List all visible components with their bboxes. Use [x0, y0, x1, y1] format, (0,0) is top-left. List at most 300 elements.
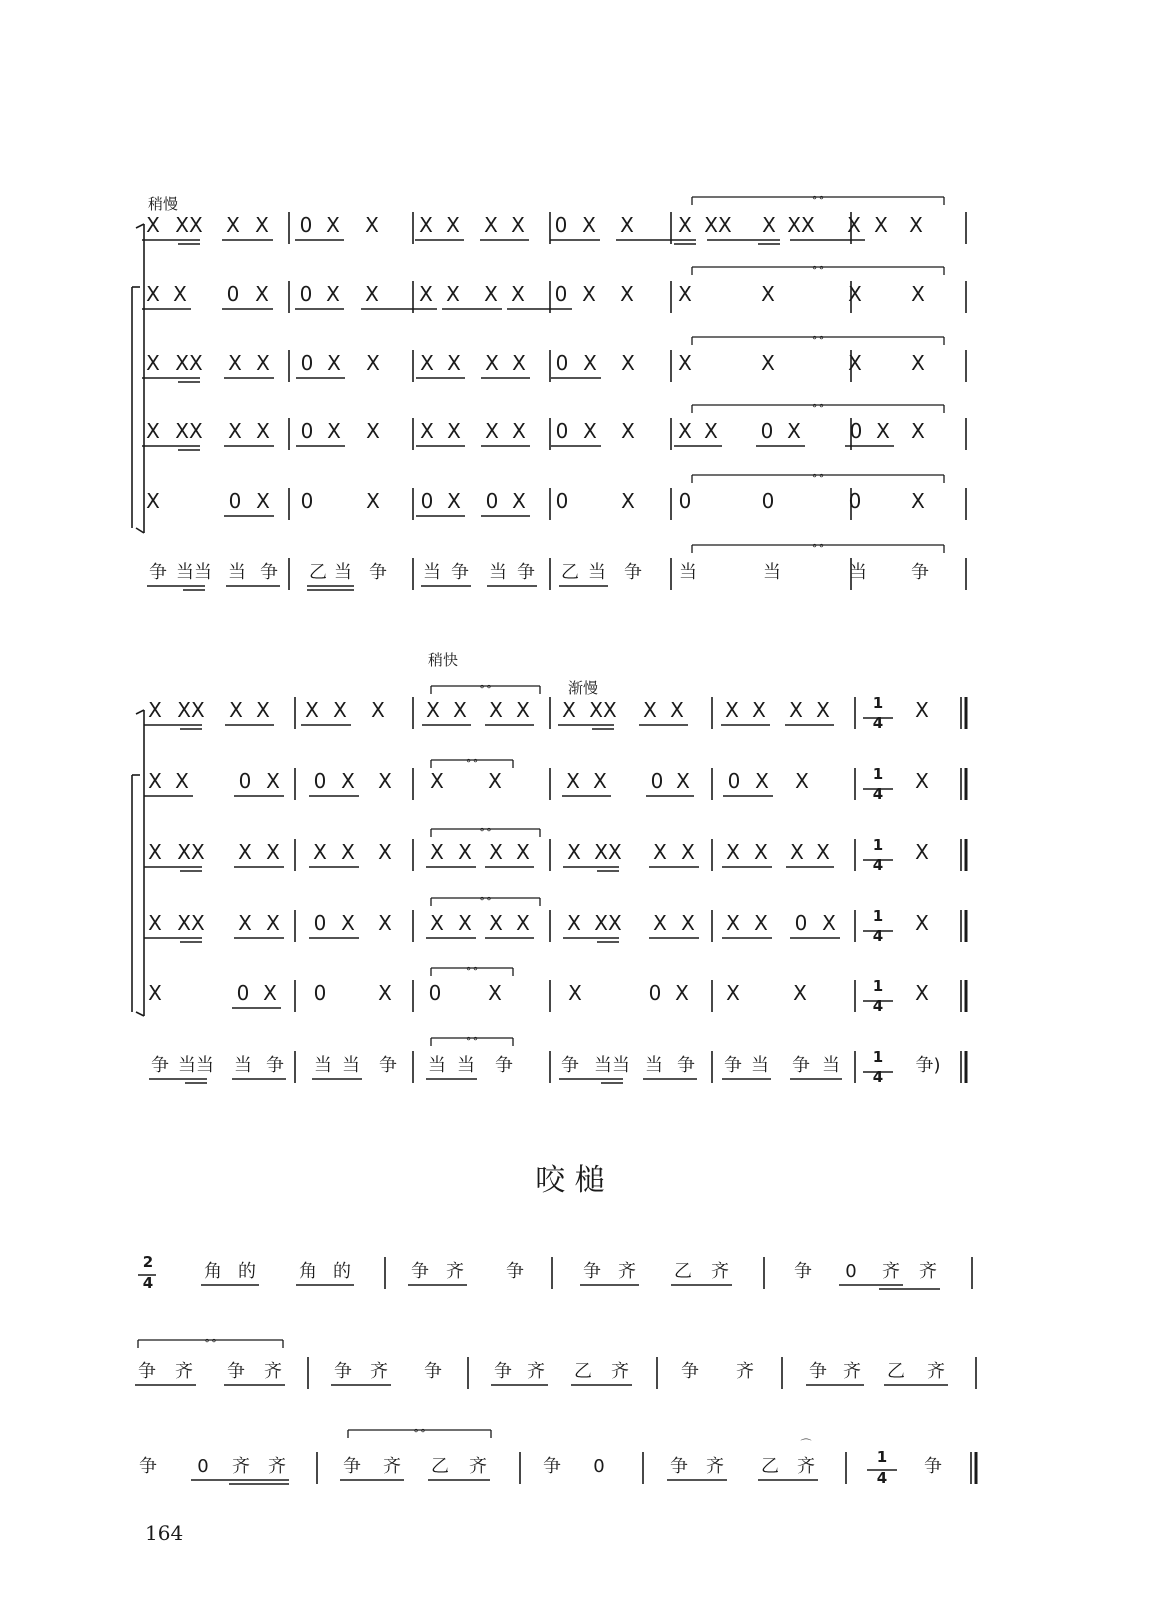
rhythm-note: X: [752, 698, 766, 722]
rhythm-note: XX: [594, 911, 622, 935]
rhythm-note: XX: [175, 213, 203, 237]
tremolo-mark: ∘∘: [811, 469, 825, 482]
rhythm-note: X: [790, 840, 804, 864]
rhythm-note: X: [762, 213, 776, 237]
percussion-syllable: 当当: [176, 562, 212, 583]
rhythm-note: X: [816, 698, 830, 722]
rhythm-note: X: [485, 419, 499, 443]
rhythm-note: X: [313, 840, 327, 864]
percussion-syllable: 当: [423, 562, 441, 583]
rhythm-note: X: [446, 213, 460, 237]
rhythm-note: X: [488, 769, 502, 793]
rhythm-note: 0: [299, 282, 313, 306]
percussion-syllable: 争: [624, 562, 642, 583]
percussion-syllable: 争: [411, 1261, 429, 1282]
rhythm-note: X: [305, 698, 319, 722]
rhythm-note: X: [256, 698, 270, 722]
tremolo-mark: ∘∘: [811, 399, 825, 412]
rhythm-note: X: [911, 351, 925, 375]
rhythm-note: X: [341, 769, 355, 793]
percussion-syllable: 0: [845, 1261, 857, 1282]
rhythm-note: X: [489, 840, 503, 864]
percussion-syllable: 争: [681, 1361, 699, 1382]
rhythm-note: 0: [238, 769, 252, 793]
fermata-mark: ⌒: [800, 1438, 812, 1451]
percussion-syllable: 当: [428, 1055, 446, 1076]
rhythm-note: X: [915, 840, 929, 864]
percussion-syllable: 乙: [561, 562, 579, 583]
rhythm-note: X: [511, 282, 525, 306]
rhythm-note: X: [148, 981, 162, 1005]
percussion-syllable: 当当: [178, 1055, 214, 1076]
percussion-syllable: 争: [494, 1361, 512, 1382]
rhythm-note: XX: [787, 213, 815, 237]
rhythm-note: X: [430, 911, 444, 935]
rhythm-note: X: [681, 840, 695, 864]
percussion-syllable: 齐: [370, 1361, 388, 1382]
rhythm-note: X: [909, 213, 923, 237]
score-text: [138, 191, 945, 1545]
percussion-syllable: 的: [238, 1261, 256, 1282]
rhythm-note: X: [447, 419, 461, 443]
percussion-syllable: 齐: [469, 1456, 487, 1477]
percussion-syllable: 乙: [431, 1456, 449, 1477]
rhythm-note: X: [146, 489, 160, 513]
rhythm-note: X: [911, 489, 925, 513]
percussion-syllable: 乙: [574, 1361, 592, 1382]
percussion-syllable: 争: [451, 562, 469, 583]
rhythm-note: 0: [313, 911, 327, 935]
tremolo-mark: ∘∘: [412, 1424, 427, 1437]
rhythm-note: X: [175, 769, 189, 793]
rhythm-note: XX: [177, 698, 205, 722]
rhythm-note: 0: [313, 769, 327, 793]
percussion-syllable: 争: [139, 1456, 157, 1477]
percussion-syllable: 乙: [887, 1361, 905, 1382]
percussion-syllable: 争: [724, 1055, 742, 1076]
rhythm-note: 0: [299, 213, 313, 237]
rhythm-note: X: [419, 282, 433, 306]
rhythm-note: X: [568, 981, 582, 1005]
rhythm-note: X: [173, 282, 187, 306]
rhythm-note: X: [148, 840, 162, 864]
percussion-syllable: 齐: [527, 1361, 545, 1382]
rhythm-note: X: [255, 213, 269, 237]
rhythm-note: X: [653, 911, 667, 935]
percussion-syllable: 当: [751, 1055, 769, 1076]
percussion-syllable: 争: [149, 562, 167, 583]
time-sig-digit: 4: [872, 927, 884, 945]
percussion-syllable: 争: [583, 1261, 601, 1282]
percussion-syllable: 齐: [797, 1456, 815, 1477]
percussion-syllable: 乙: [761, 1456, 779, 1477]
rhythm-note: X: [675, 981, 689, 1005]
percussion-syllable: 齐: [383, 1456, 401, 1477]
rhythm-note: X: [704, 419, 718, 443]
rhythm-note: 0: [555, 419, 569, 443]
rhythm-note: X: [266, 911, 280, 935]
tempo-marking: 稍慢: [148, 195, 179, 213]
rhythm-note: X: [148, 698, 162, 722]
percussion-syllable: 齐: [919, 1261, 937, 1282]
rhythm-note: X: [489, 911, 503, 935]
rhythm-note: X: [327, 419, 341, 443]
percussion-syllable: 争: [911, 562, 929, 583]
rhythm-note: 0: [226, 282, 240, 306]
system-brace: [136, 224, 144, 228]
rhythm-note: X: [848, 282, 862, 306]
rhythm-note: X: [228, 419, 242, 443]
percussion-syllable: 争: [794, 1261, 812, 1282]
rhythm-note: X: [566, 769, 580, 793]
percussion-syllable: 争: [677, 1055, 695, 1076]
rhythm-note: X: [822, 911, 836, 935]
rhythm-note: 0: [849, 419, 863, 443]
rhythm-note: X: [676, 769, 690, 793]
percussion-syllable: 乙: [674, 1261, 692, 1282]
rhythm-note: 0: [554, 213, 568, 237]
time-sig-digit: 4: [872, 714, 884, 732]
rhythm-note: X: [678, 213, 692, 237]
rhythm-note: 0: [727, 769, 741, 793]
rhythm-note: X: [453, 698, 467, 722]
time-sig-digit: 4: [872, 997, 884, 1015]
rhythm-note: X: [681, 911, 695, 935]
rhythm-note: X: [366, 419, 380, 443]
rhythm-note: X: [378, 840, 392, 864]
rhythm-note: X: [793, 981, 807, 1005]
rhythm-note: X: [653, 840, 667, 864]
percussion-syllable: 当: [234, 1055, 252, 1076]
rhythm-note: 0: [648, 981, 662, 1005]
rhythm-note: X: [583, 419, 597, 443]
rhythm-note: 0: [420, 489, 434, 513]
percussion-syllable: 争: [227, 1361, 245, 1382]
rhythm-note: X: [915, 698, 929, 722]
percussion-syllable: 齐: [175, 1361, 193, 1382]
rhythm-note: X: [562, 698, 576, 722]
percussion-syllable: 齐: [611, 1361, 629, 1382]
rhythm-note: X: [726, 981, 740, 1005]
tremolo-mark: ∘∘: [811, 191, 825, 204]
rhythm-note: X: [755, 769, 769, 793]
rhythm-note: X: [488, 981, 502, 1005]
rhythm-note: 0: [554, 282, 568, 306]
rhythm-note: X: [911, 282, 925, 306]
percussion-syllable: 争: [561, 1055, 579, 1076]
percussion-syllable: 争): [915, 1055, 941, 1076]
rhythm-note: X: [874, 213, 888, 237]
tremolo-mark: ∘∘: [811, 261, 825, 274]
tremolo-mark: ∘∘: [478, 680, 493, 693]
rhythm-note: X: [341, 911, 355, 935]
rhythm-note: X: [516, 911, 530, 935]
percussion-syllable: 齐: [268, 1456, 286, 1477]
rhythm-note: 0: [300, 489, 314, 513]
percussion-syllable: 0: [593, 1456, 605, 1477]
rhythm-note: X: [426, 698, 440, 722]
percussion-syllable: 角: [204, 1261, 222, 1282]
rhythm-note: X: [419, 213, 433, 237]
rhythm-note: X: [915, 769, 929, 793]
rhythm-note: X: [516, 698, 530, 722]
rhythm-note: X: [876, 419, 890, 443]
percussion-syllable: 乙: [309, 562, 327, 583]
rhythm-note: X: [263, 981, 277, 1005]
percussion-syllable: 当: [679, 562, 697, 583]
rhythm-note: X: [761, 351, 775, 375]
time-sig-digit: 1: [872, 977, 884, 995]
percussion-syllable: 争: [334, 1361, 352, 1382]
rhythm-note: X: [238, 840, 252, 864]
time-sig-digit: 1: [872, 907, 884, 925]
time-sig-digit: 2: [142, 1253, 154, 1271]
time-sig-digit: 4: [872, 1068, 884, 1086]
rhythm-note: X: [761, 282, 775, 306]
percussion-syllable: 争: [151, 1055, 169, 1076]
rhythm-note: X: [430, 840, 444, 864]
time-sig-digit: 4: [872, 785, 884, 803]
rhythm-note: XX: [594, 840, 622, 864]
rhythm-note: X: [816, 840, 830, 864]
rhythm-note: 0: [678, 489, 692, 513]
percussion-syllable: 争: [506, 1261, 524, 1282]
rhythm-note: 0: [650, 769, 664, 793]
rhythm-note: X: [582, 213, 596, 237]
percussion-syllable: 争: [517, 562, 535, 583]
percussion-syllable: 当: [588, 562, 606, 583]
rhythm-note: X: [371, 698, 385, 722]
percussion-syllable: 争: [495, 1055, 513, 1076]
rhythm-note: X: [754, 840, 768, 864]
percussion-syllable: 当: [489, 562, 507, 583]
time-sig-digit: 4: [872, 856, 884, 874]
rhythm-note: X: [226, 213, 240, 237]
rhythm-note: X: [333, 698, 347, 722]
percussion-syllable: 争: [543, 1456, 561, 1477]
system-brace: [136, 1012, 144, 1016]
rhythm-note: 0: [555, 489, 569, 513]
score-lines: [132, 197, 976, 1484]
rhythm-note: 0: [485, 489, 499, 513]
rhythm-note: X: [430, 769, 444, 793]
rhythm-note: X: [489, 698, 503, 722]
rhythm-note: X: [148, 911, 162, 935]
rhythm-note: 0: [848, 489, 862, 513]
rhythm-note: X: [583, 351, 597, 375]
page-number: 164: [145, 1521, 184, 1545]
percussion-syllable: 齐: [843, 1361, 861, 1382]
time-sig-digit: 1: [872, 694, 884, 712]
rhythm-note: X: [670, 698, 684, 722]
percussion-syllable: 当: [314, 1055, 332, 1076]
tremolo-mark: ∘∘: [465, 1032, 479, 1045]
rhythm-note: X: [848, 351, 862, 375]
rhythm-note: X: [256, 351, 270, 375]
rhythm-note: X: [341, 840, 355, 864]
rhythm-note: X: [378, 769, 392, 793]
rhythm-note: 0: [760, 419, 774, 443]
percussion-syllable: 齐: [618, 1261, 636, 1282]
rhythm-note: X: [678, 351, 692, 375]
tremolo-mark: ∘∘: [203, 1334, 218, 1347]
rhythm-note: X: [787, 419, 801, 443]
rhythm-note: X: [567, 840, 581, 864]
rhythm-note: XX: [177, 911, 205, 935]
rhythm-note: X: [915, 981, 929, 1005]
rhythm-note: X: [512, 489, 526, 513]
percussion-syllable: 争: [809, 1361, 827, 1382]
rhythm-note: X: [458, 911, 472, 935]
time-sig-digit: 1: [876, 1448, 888, 1466]
rhythm-note: 0: [300, 351, 314, 375]
rhythm-note: X: [327, 351, 341, 375]
rhythm-note: 0: [794, 911, 808, 935]
rhythm-note: X: [365, 213, 379, 237]
percussion-syllable: 争: [924, 1456, 942, 1477]
rhythm-note: X: [847, 213, 861, 237]
tempo-marking: 稍快: [428, 651, 459, 669]
tremolo-mark: ∘∘: [465, 754, 479, 767]
rhythm-note: X: [266, 769, 280, 793]
percussion-syllable: 齐: [882, 1261, 900, 1282]
rhythm-note: X: [911, 419, 925, 443]
percussion-syllable: 当当: [594, 1055, 630, 1076]
rhythm-note: X: [458, 840, 472, 864]
rhythm-note: X: [725, 698, 739, 722]
percussion-syllable: 齐: [264, 1361, 282, 1382]
percussion-syllable: 争: [379, 1055, 397, 1076]
rhythm-note: X: [326, 213, 340, 237]
rhythm-note: X: [238, 911, 252, 935]
percussion-syllable: 齐: [446, 1261, 464, 1282]
tempo-marking: 渐慢: [568, 679, 599, 697]
tremolo-mark: ∘∘: [478, 892, 493, 905]
rhythm-note: 0: [555, 351, 569, 375]
time-sig-digit: 4: [142, 1274, 154, 1292]
rhythm-note: X: [366, 489, 380, 513]
rhythm-note: X: [678, 282, 692, 306]
rhythm-note: X: [256, 419, 270, 443]
rhythm-note: X: [621, 489, 635, 513]
rhythm-note: X: [621, 419, 635, 443]
rhythm-note: X: [582, 282, 596, 306]
percussion-syllable: 齐: [927, 1361, 945, 1382]
rhythm-note: X: [447, 489, 461, 513]
rhythm-note: X: [593, 769, 607, 793]
time-sig-digit: 4: [876, 1469, 888, 1487]
rhythm-note: XX: [175, 419, 203, 443]
rhythm-note: X: [420, 351, 434, 375]
percussion-syllable: 的: [333, 1261, 351, 1282]
percussion-syllable: 当: [457, 1055, 475, 1076]
rhythm-note: X: [643, 698, 657, 722]
rhythm-note: X: [420, 419, 434, 443]
tremolo-mark: ∘∘: [811, 331, 825, 344]
rhythm-note: X: [148, 769, 162, 793]
rhythm-note: X: [915, 911, 929, 935]
percussion-syllable: 争: [343, 1456, 361, 1477]
percussion-syllable: 齐: [232, 1456, 250, 1477]
rhythm-note: X: [512, 419, 526, 443]
percussion-syllable: 争: [792, 1055, 810, 1076]
rhythm-note: X: [447, 351, 461, 375]
rhythm-note: X: [365, 282, 379, 306]
rhythm-note: X: [795, 769, 809, 793]
percussion-syllable: 当: [763, 562, 781, 583]
rhythm-note: X: [255, 282, 269, 306]
time-sig-digit: 1: [872, 765, 884, 783]
tremolo-mark: ∘∘: [465, 962, 479, 975]
percussion-syllable: 当: [849, 562, 867, 583]
rhythm-note: X: [326, 282, 340, 306]
rhythm-note: XX: [175, 351, 203, 375]
rhythm-note: X: [378, 981, 392, 1005]
percussion-syllable: 当: [228, 562, 246, 583]
percussion-syllable: 0: [197, 1456, 209, 1477]
rhythm-note: X: [228, 351, 242, 375]
percussion-syllable: 争: [424, 1361, 442, 1382]
rhythm-note: X: [378, 911, 392, 935]
rhythm-note: X: [789, 698, 803, 722]
percussion-syllable: 争: [670, 1456, 688, 1477]
time-sig-digit: 1: [872, 1048, 884, 1066]
percussion-syllable: 当: [645, 1055, 663, 1076]
rhythm-note: 0: [761, 489, 775, 513]
tremolo-mark: ∘∘: [811, 539, 825, 552]
rhythm-note: X: [620, 213, 634, 237]
percussion-syllable: 角: [299, 1261, 317, 1282]
percussion-syllable: 齐: [736, 1361, 754, 1382]
percussion-syllable: 争: [369, 562, 387, 583]
rhythm-note: 0: [236, 981, 250, 1005]
rhythm-note: X: [726, 840, 740, 864]
percussion-syllable: 争: [138, 1361, 156, 1382]
percussion-syllable: 齐: [711, 1261, 729, 1282]
rhythm-note: X: [146, 213, 160, 237]
rhythm-note: X: [484, 282, 498, 306]
rhythm-note: X: [366, 351, 380, 375]
rhythm-note: X: [485, 351, 499, 375]
system-brace: [136, 528, 144, 533]
rhythm-note: X: [229, 698, 243, 722]
rhythm-note: X: [516, 840, 530, 864]
rhythm-note: X: [678, 419, 692, 443]
rhythm-note: X: [620, 282, 634, 306]
rhythm-note: XX: [589, 698, 617, 722]
rhythm-note: X: [512, 351, 526, 375]
rhythm-note: X: [446, 282, 460, 306]
rhythm-note: X: [621, 351, 635, 375]
rhythm-note: X: [146, 419, 160, 443]
rhythm-note: X: [266, 840, 280, 864]
rhythm-note: X: [484, 213, 498, 237]
percussion-syllable: 齐: [706, 1456, 724, 1477]
rhythm-note: 0: [300, 419, 314, 443]
tremolo-mark: ∘∘: [478, 823, 493, 836]
rhythm-note: X: [726, 911, 740, 935]
piece-title: 咬 槌: [535, 1163, 605, 1198]
rhythm-note: 0: [428, 981, 442, 1005]
rhythm-note: X: [256, 489, 270, 513]
rhythm-note: XX: [704, 213, 732, 237]
rhythm-note: 0: [228, 489, 242, 513]
percussion-syllable: 当: [342, 1055, 360, 1076]
rhythm-note: X: [146, 282, 160, 306]
percussion-syllable: 当: [334, 562, 352, 583]
percussion-syllable: 当: [822, 1055, 840, 1076]
rhythm-note: X: [754, 911, 768, 935]
